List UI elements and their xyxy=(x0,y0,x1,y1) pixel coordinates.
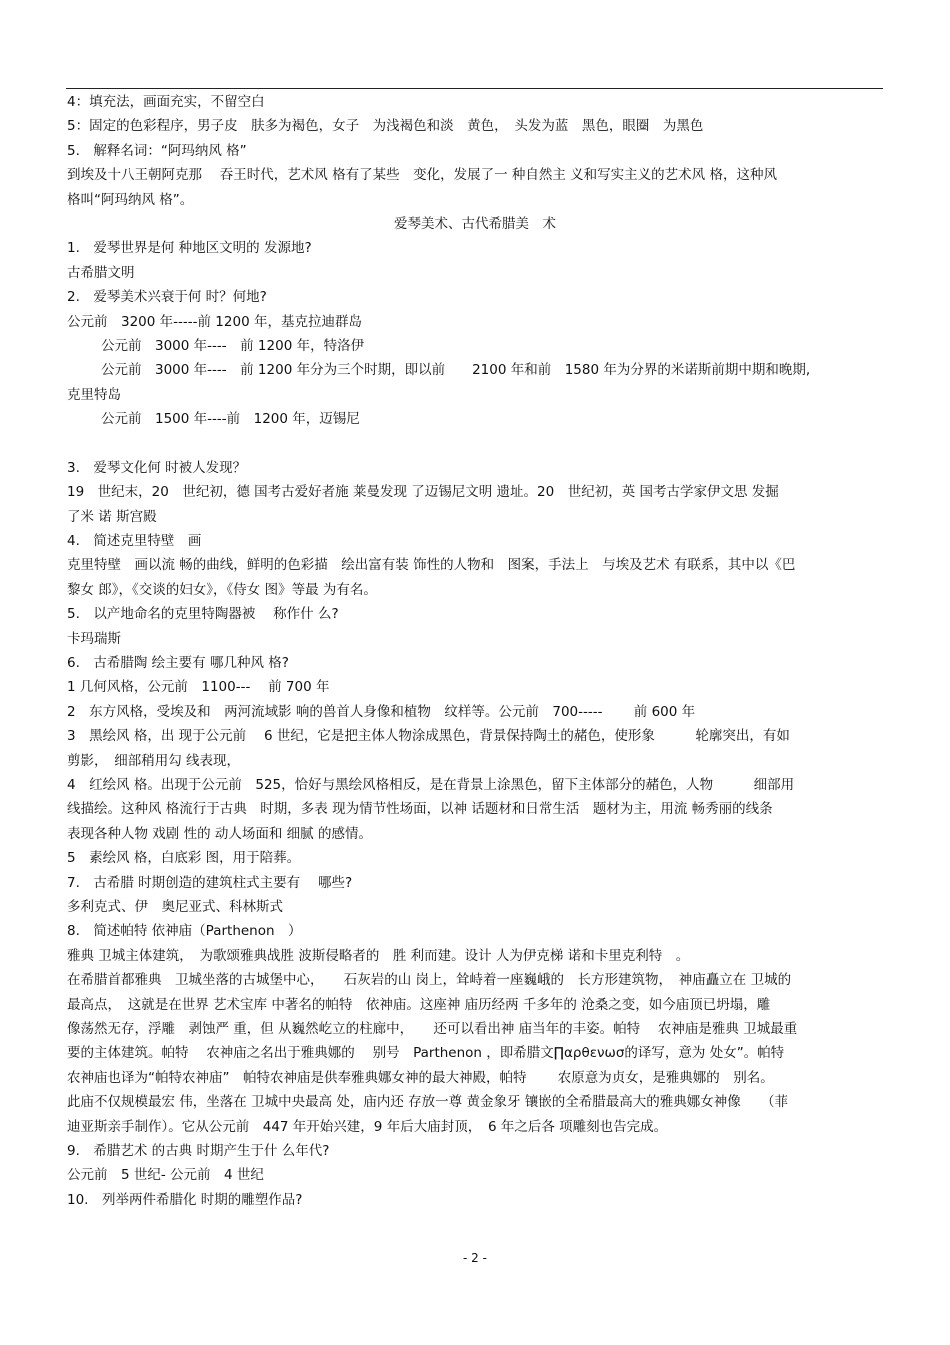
answer: 公元前 5 世纪- 公元前 4 世纪 xyxy=(67,1167,264,1184)
answer: 农神庙也译为“帕特农神庙” 帕特农神庙是供奉雅典娜女神的最大神殿，帕特 农原意为贞女，是雅典娜的 别名。 xyxy=(67,1069,774,1086)
document-body xyxy=(67,90,883,1212)
answer: 公元前 1500 年----前 1200 年，迈锡尼 xyxy=(101,411,360,428)
answer: 卡玛瑞斯 xyxy=(67,630,121,647)
answer: 此庙不仅规模最宏 伟，坐落在 卫城中央最高 处，庙内还 存放一尊 黄金象牙 镶嵌的全希腊最高大的雅典娜女神像 （菲 xyxy=(67,1094,788,1111)
answer: 黎女 郎》，《交谈的妇女》，《侍女 图》等最 为有名。 xyxy=(67,581,377,598)
section-title: 爱琴美术、古代希腊美 术 xyxy=(394,216,556,233)
answer: 19 世纪末，20 世纪初，德 国考古爱好者施 莱曼发现 了迈锡尼文明 遗址。20 世纪初，英 国考古学家伊文思 发掘 xyxy=(67,484,779,501)
page-number: - 2 - xyxy=(463,1251,487,1265)
question: 5. 以产地命名的克里特陶器被 称作什 么? xyxy=(67,606,339,623)
question: 6. 古希腊陶 绘主要有 哪几种风 格? xyxy=(67,654,289,671)
question: 7. 古希腊 时期创造的建筑柱式主要有 哪些? xyxy=(67,874,353,891)
answer: 了米 诺 斯宫殿 xyxy=(67,508,157,525)
answer: 最高点， 这就是在世界 艺术宝库 中著名的帕特 依神庙。这座神 庙历经两 千多年的 沧桑之变，如今庙顶已坍塌，雕 xyxy=(67,996,771,1013)
text-line: 到埃及十八王朝阿克那 吞王时代，艺术风 格有了某些 变化，发展了一 种自然主 义和写实主义的艺术风 格，这种风 xyxy=(67,167,777,184)
text-line: 5. 解释名词：“阿玛纳风 格” xyxy=(67,142,247,159)
answer: 雅典 卫城主体建筑， 为歌颂雅典战胜 波斯侵略者的 胜 利而建。设计 人为伊克梯 诺和卡里克利特 。 xyxy=(67,947,690,964)
answer: 4 红绘风 格。出现于公元前 525，恰好与黑绘风格相反，是在背景上涂黑色，留下主体部分的赭色，人物 细部用 xyxy=(67,776,795,793)
answer: 公元前 3000 年---- 前 1200 年分为三个时期，即以前 2100 年和前 1580 年为分界的米诺斯前期中期和晚期, xyxy=(101,362,811,379)
question: 2. 爱琴美术兴衰于何 时？何地? xyxy=(67,289,267,306)
question: 8. 简述帕特 依神庙（Parthenon ） xyxy=(67,923,302,940)
question: 1. 爱琴世界是何 种地区文明的 发源地? xyxy=(67,240,312,257)
answer: 线描绘。这种风 格流行于古典 时期，多表 现为情节性场面，以神 话题材和日常生活 题材为主，用流 畅秀丽的线条 xyxy=(67,801,773,818)
answer: 3 黑绘风 格，出 现于公元前 6 世纪，它是把主体人物涂成黑色，背景保持陶土的赭色，使形象 轮廓突出，有如 xyxy=(67,728,790,745)
text-line: 5：固定的色彩程序，男子皮 肤多为褐色，女子 为浅褐色和淡 黄色， 头发为蓝 黑色，眼圈 为黑色 xyxy=(67,118,704,135)
header-rule xyxy=(66,88,883,89)
answer: 迪亚斯亲手制作）。它从公元前 447 年开始兴建，9 年后大庙封顶， 6 年之后各 项雕刻也告完成。 xyxy=(67,1118,668,1135)
answer: 在希腊首都雅典 卫城坐落的古城堡中心， 石灰岩的山 岗上，耸峙着一座巍峨的 长方形建筑物， 神庙矗立在 卫城的 xyxy=(67,972,792,989)
answer: 古希腊文明 xyxy=(67,264,135,281)
answer: 克里特岛 xyxy=(67,386,121,403)
question: 10. 列举两件希腊化 时期的雕塑作品? xyxy=(67,1191,303,1208)
question: 9. 希腊艺术 的古典 时期产生于什 么年代? xyxy=(67,1143,330,1160)
answer: 表现各种人物 戏剧 性的 动人场面和 细腻 的感情。 xyxy=(67,825,372,842)
answer: 要的主体建筑。帕特 农神庙之名出于雅典娜的 别号 Parthenon ，即希腊文∏αρθενωσ的译写，意为 处女”。帕特 xyxy=(67,1045,785,1062)
answer: 公元前 3000 年---- 前 1200 年，特洛伊 xyxy=(101,338,365,355)
text-line: 格叫“阿玛纳风 格”。 xyxy=(67,191,194,208)
answer: 多利克式、伊 奥尼亚式、科林斯式 xyxy=(67,899,283,915)
answer: 1 几何风格，公元前 1100--- 前 700 年 xyxy=(67,679,330,696)
answer: 克里特壁 画以流 畅的曲线，鲜明的色彩描 绘出富有装 饰性的人物和 图案，手法上 与埃及艺术 有联系，其中以《巴 xyxy=(67,557,796,574)
answer: 像荡然无存，浮雕 剥蚀严 重，但 从巍然屹立的柱廊中， 还可以看出神 庙当年的丰姿。帕特 农神庙是雅典 卫城最重 xyxy=(67,1021,798,1038)
question: 3. 爱琴文化何 时被人发现？ xyxy=(67,459,247,476)
answer: 5 素绘风 格，白底彩 图，用于陪葬。 xyxy=(67,850,301,867)
text-line: 4：填充法，画面充实，不留空白 xyxy=(67,94,265,110)
blank-line xyxy=(67,432,883,456)
question: 4. 简述克里特壁 画 xyxy=(67,532,202,549)
answer: 剪影， 细部稍用勾 线表现， xyxy=(67,752,241,769)
answer: 2 东方风格，受埃及和 两河流域影 响的兽首人身像和植物 纹样等。公元前 700----- 前 600 年 xyxy=(67,703,696,720)
answer: 公元前 3200 年-----前 1200 年，基克拉迪群岛 xyxy=(67,313,362,330)
